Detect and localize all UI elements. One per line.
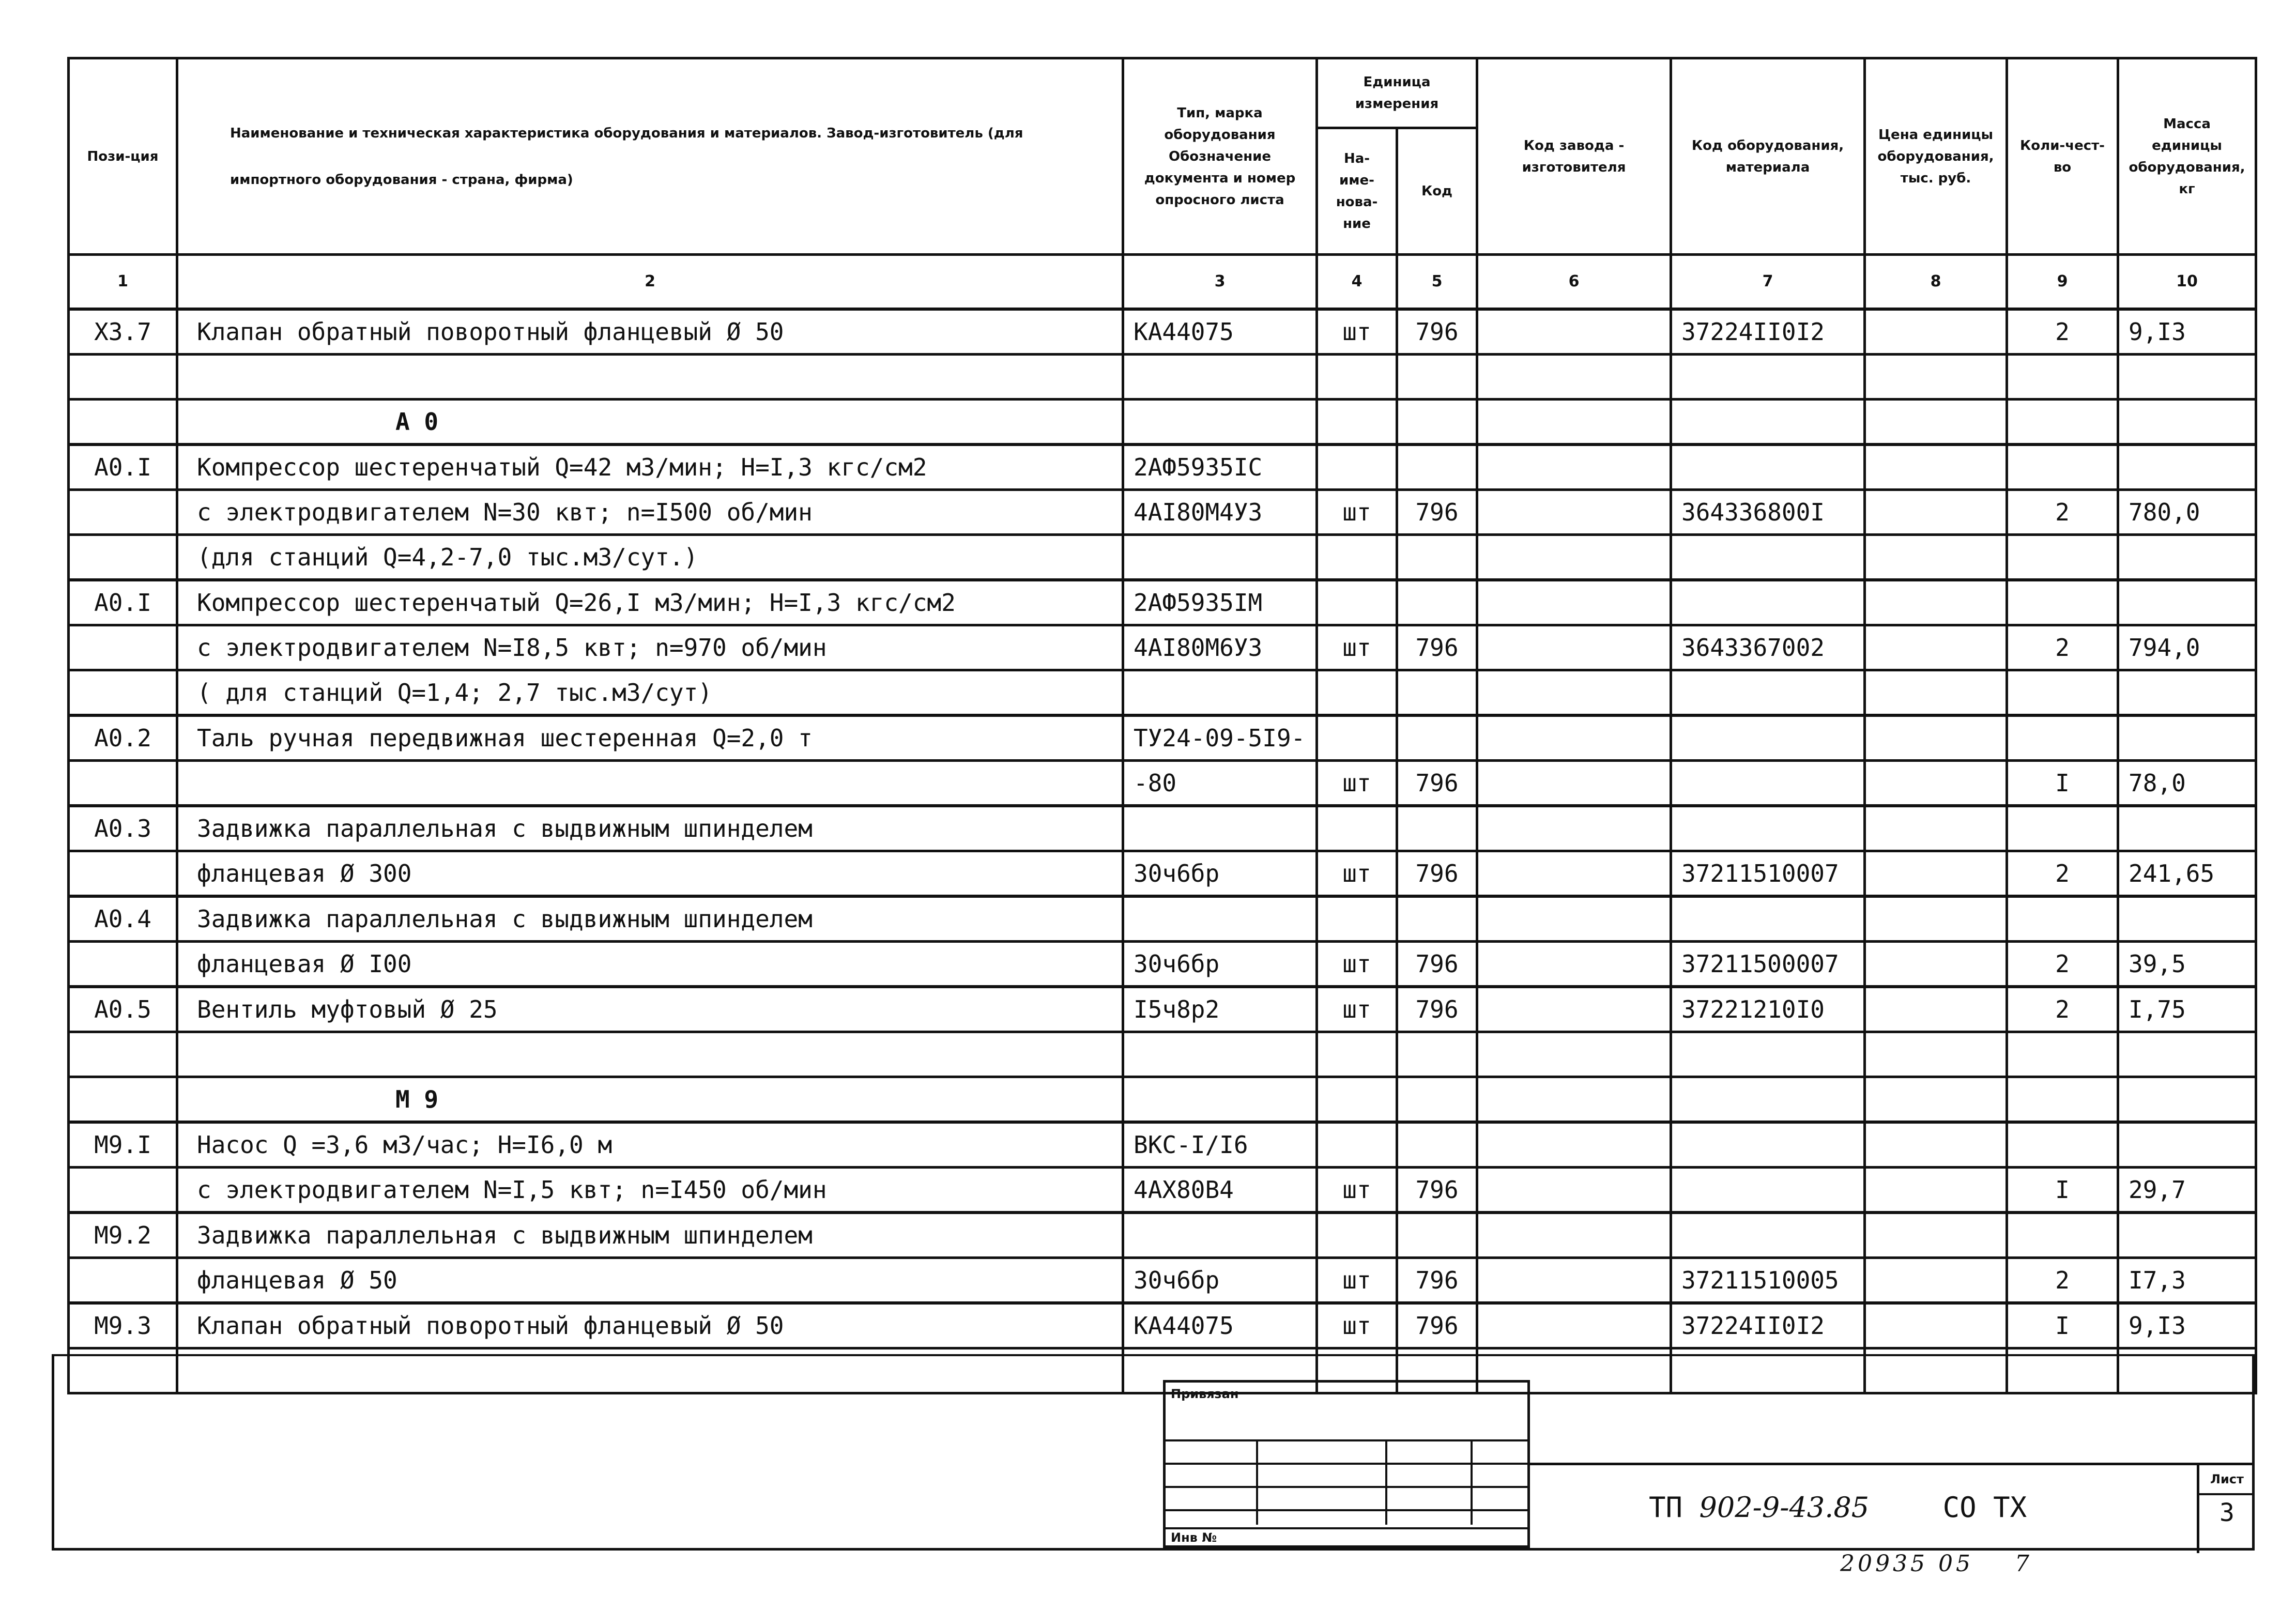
position-cell: М9.I	[69, 1122, 177, 1168]
quantity-cell	[2007, 580, 2118, 625]
description-cell: с электродвигателем N=30 квт; n=I500 об/мин	[177, 490, 1123, 535]
position-cell	[69, 400, 177, 445]
header-factory-code: Код завода - изготовителя	[1477, 58, 1671, 255]
description-cell: А 0	[177, 400, 1123, 445]
inventory-label: Инв №	[1171, 1530, 1217, 1545]
quantity-cell	[2007, 896, 2118, 942]
column-number: 9	[2007, 255, 2118, 310]
type-cell: КА44075	[1123, 1303, 1317, 1348]
price-cell	[1865, 1303, 2007, 1348]
quantity-cell	[2007, 1032, 2118, 1077]
factory-code-cell	[1477, 1122, 1671, 1168]
position-cell: А0.4	[69, 896, 177, 942]
unit-name-cell	[1317, 896, 1397, 942]
mass-cell	[2118, 580, 2256, 625]
mass-cell: 9,I3	[2118, 1303, 2256, 1348]
position-cell	[69, 1168, 177, 1213]
column-number: 5	[1397, 255, 1477, 310]
description-cell: Задвижка параллельная с выдвижным шпинделем	[177, 1213, 1123, 1258]
description-cell	[177, 761, 1123, 806]
unit-code-cell: 796	[1397, 1303, 1477, 1348]
type-cell	[1123, 355, 1317, 400]
equipment-code-cell	[1671, 670, 1865, 716]
price-cell	[1865, 535, 2007, 580]
quantity-cell: I	[2007, 1168, 2118, 1213]
table-row	[69, 355, 2256, 400]
quantity-cell	[2007, 715, 2118, 761]
table-row	[69, 670, 2256, 716]
quantity-cell: 2	[2007, 851, 2118, 897]
unit-name-cell	[1317, 580, 1397, 625]
quantity-cell: I	[2007, 1303, 2118, 1348]
sheet-number-box	[2197, 1465, 2255, 1553]
type-cell	[1123, 535, 1317, 580]
doc-suffix: СО ТХ	[1942, 1491, 2027, 1524]
quantity-cell	[2007, 535, 2118, 580]
price-cell	[1865, 761, 2007, 806]
unit-code-cell	[1397, 580, 1477, 625]
position-cell: А0.I	[69, 444, 177, 490]
mass-cell	[2118, 444, 2256, 490]
factory-code-cell	[1477, 535, 1671, 580]
type-cell: -80	[1123, 761, 1317, 806]
description-cell: Задвижка параллельная с выдвижным шпинделем	[177, 806, 1123, 851]
factory-code-cell	[1477, 851, 1671, 897]
archive-code: 20935 05	[1840, 1551, 1973, 1577]
description-cell: ( для станций Q=1,4; 2,7 тыс.м3/сут)	[177, 670, 1123, 716]
equipment-code-cell	[1671, 806, 1865, 851]
quantity-cell: 2	[2007, 490, 2118, 535]
mass-cell	[2118, 1032, 2256, 1077]
unit-code-cell	[1397, 670, 1477, 716]
column-number: 7	[1671, 255, 1865, 310]
factory-code-cell	[1477, 715, 1671, 761]
position-cell	[69, 355, 177, 400]
header-quantity: Коли-чест-во	[2007, 58, 2118, 255]
factory-code-cell	[1477, 1258, 1671, 1303]
sheet-label: Лист	[2199, 1465, 2255, 1495]
description-cell: Клапан обратный поворотный фланцевый Ø 50	[177, 309, 1123, 355]
unit-code-cell	[1397, 806, 1477, 851]
position-cell	[69, 851, 177, 897]
type-cell	[1123, 670, 1317, 716]
document-designation	[1649, 1491, 2027, 1524]
equipment-code-cell	[1671, 1032, 1865, 1077]
type-cell	[1123, 1032, 1317, 1077]
description-cell: Таль ручная передвижная шестеренная Q=2,0 т	[177, 715, 1123, 761]
position-cell	[69, 490, 177, 535]
mass-cell: 39,5	[2118, 942, 2256, 987]
unit-name-cell: шт	[1317, 490, 1397, 535]
description-cell: фланцевая Ø 50	[177, 1258, 1123, 1303]
factory-code-cell	[1477, 806, 1671, 851]
price-cell	[1865, 806, 2007, 851]
unit-name-cell	[1317, 715, 1397, 761]
unit-name-cell	[1317, 806, 1397, 851]
quantity-cell	[2007, 1122, 2118, 1168]
unit-name-cell	[1317, 444, 1397, 490]
factory-code-cell	[1477, 1303, 1671, 1348]
mass-cell: I,75	[2118, 987, 2256, 1032]
specification-table	[67, 57, 2257, 1394]
equipment-code-cell	[1671, 1213, 1865, 1258]
mass-cell	[2118, 400, 2256, 445]
type-cell	[1123, 400, 1317, 445]
description-cell: с электродвигателем N=I8,5 квт; n=970 об/мин	[177, 625, 1123, 670]
unit-code-cell: 796	[1397, 1168, 1477, 1213]
unit-code-cell: 796	[1397, 309, 1477, 355]
column-number: 2	[177, 255, 1123, 310]
factory-code-cell	[1477, 355, 1671, 400]
unit-name-cell	[1317, 535, 1397, 580]
description-cell: Вентиль муфтовый Ø 25	[177, 987, 1123, 1032]
price-cell	[1865, 987, 2007, 1032]
quantity-cell: 2	[2007, 942, 2118, 987]
description-cell	[177, 1032, 1123, 1077]
unit-code-cell	[1397, 355, 1477, 400]
unit-name-cell	[1317, 1032, 1397, 1077]
equipment-code-cell	[1671, 580, 1865, 625]
mass-cell	[2118, 670, 2256, 716]
factory-code-cell	[1477, 490, 1671, 535]
equipment-code-cell: 37224II0I2	[1671, 1303, 1865, 1348]
mass-cell	[2118, 1077, 2256, 1123]
factory-code-cell	[1477, 444, 1671, 490]
equipment-code-cell	[1671, 715, 1865, 761]
price-cell	[1865, 896, 2007, 942]
unit-code-cell	[1397, 715, 1477, 761]
factory-code-cell	[1477, 309, 1671, 355]
position-cell: М9.2	[69, 1213, 177, 1258]
quantity-cell	[2007, 444, 2118, 490]
factory-code-cell	[1477, 987, 1671, 1032]
position-cell: Х3.7	[69, 309, 177, 355]
price-cell	[1865, 444, 2007, 490]
column-number: 6	[1477, 255, 1671, 310]
unit-name-cell	[1317, 355, 1397, 400]
factory-code-cell	[1477, 761, 1671, 806]
type-cell	[1123, 896, 1317, 942]
description-cell	[177, 355, 1123, 400]
factory-code-cell	[1477, 1077, 1671, 1123]
type-cell: 30ч6бр	[1123, 942, 1317, 987]
table-row	[69, 625, 2256, 670]
unit-code-cell: 796	[1397, 625, 1477, 670]
table-row	[69, 1213, 2256, 1258]
header-unit-name: На-име-нова-ние	[1317, 128, 1397, 255]
price-cell	[1865, 309, 2007, 355]
factory-code-cell	[1477, 400, 1671, 445]
unit-name-cell: шт	[1317, 625, 1397, 670]
unit-code-cell	[1397, 1032, 1477, 1077]
unit-name-cell: шт	[1317, 987, 1397, 1032]
title-block	[1530, 1463, 2255, 1551]
price-cell	[1865, 1168, 2007, 1213]
type-cell: 30ч6бр	[1123, 1258, 1317, 1303]
equipment-code-cell	[1671, 355, 1865, 400]
table-row	[69, 1168, 2256, 1213]
column-number: 8	[1865, 255, 2007, 310]
position-cell: А0.I	[69, 580, 177, 625]
position-cell: А0.2	[69, 715, 177, 761]
table-row	[69, 580, 2256, 625]
mass-cell	[2118, 806, 2256, 851]
price-cell	[1865, 942, 2007, 987]
unit-name-cell: шт	[1317, 942, 1397, 987]
description-cell: Задвижка параллельная с выдвижным шпинделем	[177, 896, 1123, 942]
equipment-code-cell: 3643367002	[1671, 625, 1865, 670]
table-row	[69, 987, 2256, 1032]
type-cell	[1123, 1213, 1317, 1258]
position-cell: М9.3	[69, 1303, 177, 1348]
header-unit-code: Код	[1397, 128, 1477, 255]
mass-cell	[2118, 355, 2256, 400]
position-cell	[69, 535, 177, 580]
price-cell	[1865, 715, 2007, 761]
position-cell	[69, 1258, 177, 1303]
unit-name-cell: шт	[1317, 1168, 1397, 1213]
mass-cell	[2118, 535, 2256, 580]
quantity-cell	[2007, 1213, 2118, 1258]
header-mass: Масса единицы оборудования, кг	[2118, 58, 2256, 255]
description-cell: (для станций Q=4,2-7,0 тыс.м3/сут.)	[177, 535, 1123, 580]
factory-code-cell	[1477, 1032, 1671, 1077]
equipment-code-cell: 37211510007	[1671, 851, 1865, 897]
table-row	[69, 806, 2256, 851]
table-row	[69, 715, 2256, 761]
position-cell	[69, 625, 177, 670]
unit-code-cell	[1397, 444, 1477, 490]
table-row	[69, 444, 2256, 490]
table-row	[69, 942, 2256, 987]
quantity-cell	[2007, 1077, 2118, 1123]
description-cell: Насос Q =3,6 м3/час; Н=I6,0 м	[177, 1122, 1123, 1168]
sheet-number: 3	[2220, 1498, 2234, 1527]
position-cell: А0.3	[69, 806, 177, 851]
type-cell: 4АI80М6У3	[1123, 625, 1317, 670]
description-cell: фланцевая Ø 300	[177, 851, 1123, 897]
mass-cell	[2118, 1122, 2256, 1168]
description-cell: Компрессор шестеренчатый Q=26,I м3/мин; Н=I,3 кгс/см2	[177, 580, 1123, 625]
quantity-cell	[2007, 400, 2118, 445]
factory-code-cell	[1477, 580, 1671, 625]
unit-code-cell: 796	[1397, 490, 1477, 535]
unit-code-cell: 796	[1397, 942, 1477, 987]
mass-cell: 241,65	[2118, 851, 2256, 897]
type-cell	[1123, 806, 1317, 851]
description-cell: М 9	[177, 1077, 1123, 1123]
mass-cell	[2118, 896, 2256, 942]
type-cell: 2АФ5935IС	[1123, 444, 1317, 490]
factory-code-cell	[1477, 942, 1671, 987]
type-cell: 2АФ5935IМ	[1123, 580, 1317, 625]
factory-code-cell	[1477, 625, 1671, 670]
position-cell	[69, 1032, 177, 1077]
price-cell	[1865, 580, 2007, 625]
type-cell: ТУ24-09-5I9-	[1123, 715, 1317, 761]
unit-name-cell	[1317, 400, 1397, 445]
unit-name-cell	[1317, 1122, 1397, 1168]
table-row	[69, 490, 2256, 535]
unit-code-cell: 796	[1397, 851, 1477, 897]
table-row	[69, 1032, 2256, 1077]
table-row	[69, 309, 2256, 355]
factory-code-cell	[1477, 896, 1671, 942]
header-position: Пози-ция	[69, 58, 177, 255]
table-header	[69, 58, 2256, 310]
unit-code-cell	[1397, 1077, 1477, 1123]
archive-number	[1840, 1551, 2032, 1577]
mass-cell: I7,3	[2118, 1258, 2256, 1303]
table-row	[69, 1077, 2256, 1123]
table-row	[69, 1258, 2256, 1303]
unit-code-cell	[1397, 896, 1477, 942]
unit-name-cell	[1317, 670, 1397, 716]
price-cell	[1865, 851, 2007, 897]
type-cell: ВКС-I/I6	[1123, 1122, 1317, 1168]
description-cell: Клапан обратный поворотный фланцевый Ø 50	[177, 1303, 1123, 1348]
header-type: Тип, марка оборудования Обозначение документа и номер опросного листа	[1123, 58, 1317, 255]
equipment-code-cell	[1671, 896, 1865, 942]
equipment-code-cell	[1671, 400, 1865, 445]
equipment-code-cell: 37221210I0	[1671, 987, 1865, 1032]
unit-code-cell: 796	[1397, 987, 1477, 1032]
quantity-cell	[2007, 670, 2118, 716]
unit-name-cell: шт	[1317, 1303, 1397, 1348]
equipment-code-cell: 37211500007	[1671, 942, 1865, 987]
unit-code-cell	[1397, 1213, 1477, 1258]
description-cell: Компрессор шестеренчатый Q=42 м3/мин; Н=I,3 кгс/см2	[177, 444, 1123, 490]
equipment-code-cell: 37224II0I2	[1671, 309, 1865, 355]
price-cell	[1865, 355, 2007, 400]
mass-cell	[2118, 1213, 2256, 1258]
table-body	[69, 309, 2256, 1393]
table-row	[69, 761, 2256, 806]
price-cell	[1865, 1122, 2007, 1168]
unit-name-cell: шт	[1317, 1258, 1397, 1303]
table-row	[69, 1303, 2256, 1348]
equipment-code-cell	[1671, 535, 1865, 580]
position-cell: А0.5	[69, 987, 177, 1032]
approval-stamp	[1163, 1380, 1530, 1548]
mass-cell	[2118, 715, 2256, 761]
description-cell: с электродвигателем N=I,5 квт; n=I450 об/мин	[177, 1168, 1123, 1213]
column-number: 1	[69, 255, 177, 310]
unit-code-cell	[1397, 1122, 1477, 1168]
description-cell: фланцевая Ø I00	[177, 942, 1123, 987]
mass-cell: 9,I3	[2118, 309, 2256, 355]
mass-cell: 780,0	[2118, 490, 2256, 535]
column-number: 3	[1123, 255, 1317, 310]
quantity-cell: 2	[2007, 1258, 2118, 1303]
unit-name-cell	[1317, 1213, 1397, 1258]
unit-code-cell: 796	[1397, 1258, 1477, 1303]
doc-prefix: ТП	[1649, 1491, 1683, 1524]
header-unit-group: Единица измерения	[1317, 58, 1477, 128]
factory-code-cell	[1477, 670, 1671, 716]
equipment-code-cell: 364336800I	[1671, 490, 1865, 535]
price-cell	[1865, 1032, 2007, 1077]
stamp-label: Привязан	[1171, 1387, 1239, 1401]
equipment-code-cell	[1671, 761, 1865, 806]
column-number: 10	[2118, 255, 2256, 310]
unit-name-cell: шт	[1317, 761, 1397, 806]
quantity-cell	[2007, 355, 2118, 400]
column-number: 4	[1317, 255, 1397, 310]
equipment-code-cell	[1671, 1168, 1865, 1213]
mass-cell: 78,0	[2118, 761, 2256, 806]
table-row	[69, 851, 2256, 897]
factory-code-cell	[1477, 1213, 1671, 1258]
price-cell	[1865, 670, 2007, 716]
equipment-code-cell: 37211510005	[1671, 1258, 1865, 1303]
type-cell: КА44075	[1123, 309, 1317, 355]
type-cell: 4АХ80В4	[1123, 1168, 1317, 1213]
price-cell	[1865, 400, 2007, 445]
equipment-code-cell	[1671, 1077, 1865, 1123]
unit-code-cell: 796	[1397, 761, 1477, 806]
price-cell	[1865, 1213, 2007, 1258]
factory-code-cell	[1477, 1168, 1671, 1213]
mass-cell: 29,7	[2118, 1168, 2256, 1213]
position-cell	[69, 670, 177, 716]
position-cell	[69, 761, 177, 806]
header-price: Цена единицы оборудования, тыс. руб.	[1865, 58, 2007, 255]
type-cell: 4АI80М4У3	[1123, 490, 1317, 535]
type-cell: 30ч6бр	[1123, 851, 1317, 897]
quantity-cell: 2	[2007, 625, 2118, 670]
position-cell	[69, 942, 177, 987]
price-cell	[1865, 1258, 2007, 1303]
unit-name-cell	[1317, 1077, 1397, 1123]
table-row	[69, 535, 2256, 580]
archive-page: 7	[2014, 1551, 2032, 1577]
table-row	[69, 1122, 2256, 1168]
unit-code-cell	[1397, 535, 1477, 580]
mass-cell: 794,0	[2118, 625, 2256, 670]
doc-number: 902-9-43.85	[1699, 1491, 1870, 1524]
quantity-cell	[2007, 806, 2118, 851]
table-row	[69, 400, 2256, 445]
price-cell	[1865, 1077, 2007, 1123]
unit-code-cell	[1397, 400, 1477, 445]
table-row	[69, 896, 2256, 942]
position-cell	[69, 1077, 177, 1123]
quantity-cell: I	[2007, 761, 2118, 806]
type-cell	[1123, 1077, 1317, 1123]
quantity-cell: 2	[2007, 309, 2118, 355]
unit-name-cell: шт	[1317, 309, 1397, 355]
price-cell	[1865, 625, 2007, 670]
equipment-code-cell	[1671, 1122, 1865, 1168]
header-name: Наименование и техническая характеристика оборудования и материалов. Завод-изготовитель (для импортного оборудования - страна, фирма)	[177, 58, 1123, 255]
equipment-code-cell	[1671, 444, 1865, 490]
header-equipment-code: Код оборудования, материала	[1671, 58, 1865, 255]
unit-name-cell: шт	[1317, 851, 1397, 897]
type-cell: I5ч8р2	[1123, 987, 1317, 1032]
price-cell	[1865, 490, 2007, 535]
quantity-cell: 2	[2007, 987, 2118, 1032]
